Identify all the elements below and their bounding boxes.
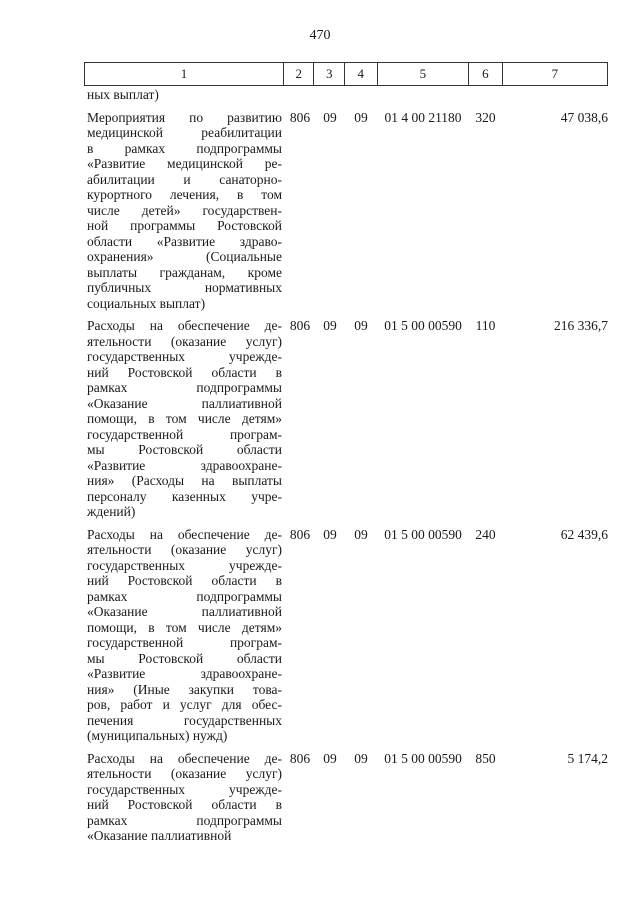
description-line: ний Ростовской области в [87, 797, 282, 812]
table-header-row [84, 62, 608, 86]
section-code: 09 [323, 318, 337, 333]
expense-type-code: 850 [475, 750, 496, 766]
description-line: социальных выплат) [87, 295, 206, 311]
description-line: Расходы на обеспечение де- [87, 750, 282, 766]
row-description [84, 110, 285, 312]
description-line: медицинской реабилитации [87, 125, 282, 140]
amount: 216 336,7 [554, 318, 608, 333]
ministry-code: 806 [289, 109, 311, 125]
budget-table [84, 62, 608, 844]
header-col-3: 3 [314, 63, 345, 85]
row-description [84, 751, 285, 844]
description-line: мы Ростовской области [87, 442, 282, 457]
ministry-code: 806 [289, 318, 311, 333]
table-row [84, 110, 608, 312]
description-line: мы Ростовской области [87, 650, 282, 666]
row-description [84, 318, 285, 520]
description-line: ния» (Расходы на выплаты [87, 473, 282, 488]
description-line: ров, работ и услуг для обес- [87, 697, 282, 712]
target-article-code: 01 5 00 00590 [384, 526, 462, 542]
row-description [84, 527, 285, 744]
subsection-code: 09 [354, 318, 368, 333]
description-line: ний Ростовской области в [87, 364, 282, 380]
description-line: «Оказание паллиативной [87, 828, 232, 843]
header-col-4: 4 [345, 63, 378, 85]
description-line: ной программы Ростовской [87, 218, 282, 233]
description-line: ния» (Иные закупки това- [87, 681, 282, 697]
description-line: (муниципальных) нужд) [87, 728, 228, 743]
amount: 5 174,2 [567, 750, 608, 766]
page-number: 470 [309, 28, 331, 43]
description-line: абилитации и санаторно- [87, 171, 282, 187]
continuation-text: ных выплат) [87, 87, 159, 102]
amount: 62 439,6 [560, 526, 608, 542]
section-code: 09 [323, 526, 337, 542]
description-line: помощи, в том числе детям» [87, 411, 282, 426]
description-line: выплаты гражданам, кроме [87, 264, 282, 280]
description-line: рамках подпрограммы [87, 588, 282, 604]
ministry-code: 806 [289, 750, 311, 766]
description-line: ятельности (оказание услуг) [87, 333, 282, 349]
table-row [84, 527, 608, 744]
subsection-code: 09 [354, 526, 368, 542]
description-line: публичных нормативных [87, 280, 282, 295]
description-line: охранения» (Социальные [87, 249, 282, 264]
description-line: «Развитие здравоохране- [87, 666, 282, 681]
target-article-code: 01 5 00 00590 [384, 318, 462, 333]
description-line: государственной програм- [87, 635, 282, 650]
description-line: числе детей» государствен- [87, 202, 282, 218]
description-line: «Оказание паллиативной [87, 604, 282, 619]
header-col-6: 6 [469, 63, 503, 85]
description-line: Мероприятия по развитию [87, 109, 282, 125]
description-line: рамках подпрограммы [87, 380, 282, 395]
description-line: Расходы на обеспечение де- [87, 318, 282, 333]
description-line: ятельности (оказание услуг) [87, 766, 282, 781]
target-article-code: 01 4 00 21180 [384, 109, 462, 125]
description-line: государственных учрежде- [87, 781, 282, 797]
header-col-5: 5 [378, 63, 470, 85]
description-line: персоналу казенных учре- [87, 488, 282, 504]
description-line: «Развитие здравоохране- [87, 457, 282, 473]
description-line: государственных учрежде- [87, 349, 282, 364]
section-code: 09 [323, 109, 337, 125]
expense-type-code: 240 [475, 526, 496, 542]
expense-type-code: 320 [475, 109, 496, 125]
description-line: помощи, в том числе детям» [87, 619, 282, 635]
description-line: области «Развитие здраво- [87, 233, 282, 249]
amount: 47 038,6 [560, 109, 608, 125]
description-line: ятельности (оказание услуг) [87, 542, 282, 557]
header-col-2: 2 [284, 63, 315, 85]
section-code: 09 [323, 750, 337, 766]
table-row [84, 318, 608, 520]
header-col-1: 1 [85, 63, 284, 85]
description-line: Расходы на обеспечение де- [87, 526, 282, 542]
description-line: государственной програм- [87, 426, 282, 442]
description-line: государственных учрежде- [87, 557, 282, 573]
ministry-code: 806 [289, 526, 311, 542]
description-line: в рамках подпрограммы [87, 140, 282, 156]
target-article-code: 01 5 00 00590 [384, 750, 462, 766]
description-line: рамках подпрограммы [87, 812, 282, 828]
expense-type-code: 110 [475, 318, 496, 333]
table-row [84, 751, 608, 844]
table-body [84, 110, 608, 844]
description-line: ждений) [87, 504, 136, 519]
header-col-7: 7 [551, 66, 559, 81]
description-line: ний Ростовской области в [87, 573, 282, 588]
description-line: «Развитие медицинской ре- [87, 156, 282, 171]
description-line: курортного лечения, в том [87, 187, 282, 202]
description-line: «Оказание паллиативной [87, 395, 282, 411]
description-line: печения государственных [87, 712, 282, 728]
subsection-code: 09 [354, 750, 368, 766]
subsection-code: 09 [354, 109, 368, 125]
